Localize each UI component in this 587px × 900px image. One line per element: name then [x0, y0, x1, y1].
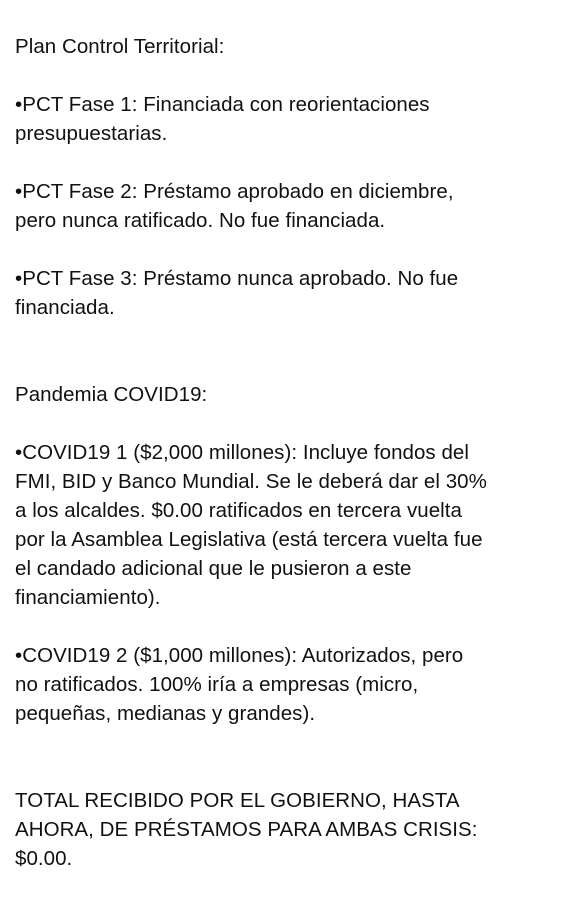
pct-fase-1-line-1: •PCT Fase 1: Financiada con reorientaciones [15, 93, 430, 116]
section-heading-pandemia: Pandemia COVID19: [15, 383, 208, 406]
covid19-2-line-2: no ratificados. 100% iría a empresas (micro, [15, 673, 419, 696]
pct-fase-1-line-2: presupuestarias. [15, 122, 168, 145]
note-body [15, 32, 575, 873]
covid19-1-line-1: •COVID19 1 ($2,000 millones): Incluye fondos del [15, 441, 469, 464]
pct-fase-3-line-2: financiada. [15, 296, 115, 319]
covid19-1-line-6: financiamiento). [15, 586, 161, 609]
covid19-2-line-3: pequeñas, medianas y grandes). [15, 702, 316, 725]
pct-fase-2-line-2: pero nunca ratificado. No fue financiada. [15, 209, 386, 232]
covid19-2-line-1: •COVID19 2 ($1,000 millones): Autorizados, pero [15, 644, 464, 667]
total-line-2: AHORA, DE PRÉSTAMOS PARA AMBAS CRISIS: [15, 818, 478, 841]
covid19-1-line-5: el candado adicional que le pusieron a este [15, 557, 412, 580]
pct-fase-2-line-1: •PCT Fase 2: Préstamo aprobado en diciembre, [15, 180, 454, 203]
section-heading-plan-control: Plan Control Territorial: [15, 35, 225, 58]
pct-fase-3-line-1: •PCT Fase 3: Préstamo nunca aprobado. No fue [15, 267, 459, 290]
covid19-1-line-4: por la Asamblea Legislativa (está tercera vuelta fue [15, 528, 483, 551]
total-line-1: TOTAL RECIBIDO POR EL GOBIERNO, HASTA [15, 789, 460, 812]
total-line-3: $0.00. [15, 847, 73, 870]
covid19-1-line-2: FMI, BID y Banco Mundial. Se le deberá dar el 30% [15, 470, 487, 493]
covid19-1-line-3: a los alcaldes. $0.00 ratificados en tercera vuelta [15, 499, 462, 522]
